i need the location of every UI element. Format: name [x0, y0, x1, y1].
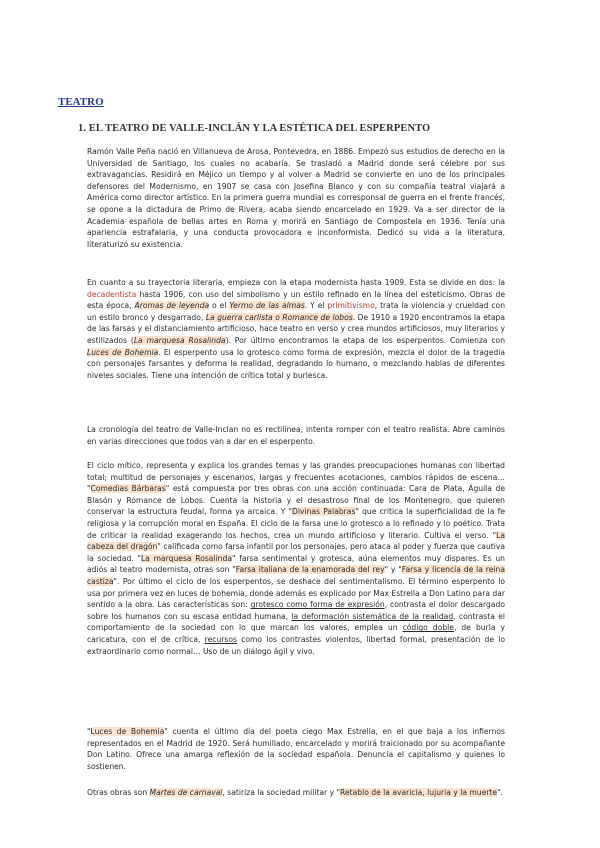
text-run: hasta 1906, con uso del simbolismo y un estilo refinado en la línea del esteticismo. Obras de esta época,: [87, 289, 505, 311]
highlight-aromas-de-leyenda: Aromas de leyenda: [134, 301, 210, 311]
underline-recursos: recursos: [204, 634, 237, 644]
text-run: " y ": [384, 565, 402, 575]
paragraph-text: La cronología del teatro de Valle-Inclan no es rectilínea, intenta romper con el teatro realista. Abre caminos en varias direcciones que todos van a dar en el esperpento.: [87, 425, 505, 446]
paragraph-text: Ramón Valle Peña nació en Villanueva de Arosa, Pontevedra, en 1886. Empezó sus estudios de derecho en la Universidad de Santiago, los cuales no acabaría. Se trasladó a Madrid donde será célebre por sus extravagancias. Residirá en Méjico un tiempo y al volver a Madrid se convierte en uno de los principales defensores del Modernismo, en 1907 se casa con Josefina Blanco y con su compañía teatral viajará a América como director artístico. En la primera guerra mundial es corresponsal de guerra en el frente francés, se opone a la dictadura de Primo de Rivera, acaba siendo encarcelado en 1929. Va a ser director de la Academia española de bellas artes en Roma y morirá en Santiago de Compostela en 1936. Tenía una apariencia estrafalaria, y una conducta provocadora e inconformista. Dedicó su vida a la literatura, literaturizó su existencia.: [87, 147, 505, 249]
paragraph-chronology: [87, 424, 505, 447]
text-run: , trata la violencia y crueldad con un estilo bronco y desgarrado,: [87, 301, 506, 322]
text-run: ".: [497, 788, 503, 797]
highlight-luces-de-bohemia: Luces de Bohemia: [87, 347, 159, 357]
paragraph-biography: [87, 146, 505, 250]
text-run: ). Por último encontramos la etapa de los esperpentos. Comienza con: [225, 335, 506, 345]
paragraph-text: [87, 277, 505, 381]
text-run: como los contrastes violentos, libertad formal, presentación de lo extraordinario como normal… Uso de un diálogo ágil y vivo.: [87, 634, 505, 656]
highlight-marquesa-rosalinda: La marquesa Rosalinda: [133, 335, 226, 345]
highlight-divinas-palabras: Divinas Palabras: [292, 507, 356, 517]
text-run: " que critica la superficialidad de la fe religiosa y la corrupción moral en España. El ciclo de la farsa une lo grotesco a lo refinado y lo poético. Trata de criticar la realidad exagerando los hechos, crea un mundo artificioso y literario. Cultiva el verso. ": [87, 507, 506, 540]
text-run: El ciclo mítico, representa y explica los grandes temas y las grandes preocupaciones humanas con libertad total; multitud de personajes y escenarios, largas y frecuentes acotaciones, cambios rápidos de escena… ": [87, 461, 505, 494]
text-run: , satiriza la sociedad militar y ": [222, 788, 341, 797]
paragraph-text: [87, 460, 505, 657]
document-title: TEATRO: [58, 96, 104, 108]
text-run: " está compuesta por tres obras con una acción continuada: Cara de Plata, Águila de Blasón y Romance de Lobos. Cuenta la historia y el desastroso final de los Montenegro, que quieren conservar la estructura feudal, forma ya arcaica. Y ": [87, 484, 505, 517]
highlight-marquesa-rosalinda: La marquesa Rosalinda: [140, 553, 232, 563]
paragraph-trajectory: [87, 277, 505, 381]
paragraph-other-works: [87, 787, 505, 799]
paragraph-luces-de-bohemia: [87, 726, 505, 772]
text-run: " calificada como farsa infantil por los personajes, pero ataca al poder y fuerza que cautiva la sociedad. ": [87, 542, 505, 563]
highlight-cabeza-del-dragon: La cabeza del dragón: [87, 530, 505, 552]
text-run: . Y el: [304, 301, 328, 311]
underline-codigo-doble: código doble: [402, 623, 454, 633]
paragraph-text: [87, 726, 505, 772]
text-run: , contrasta el dolor descargado sobre los humanos con su escasa entidad humana,: [87, 600, 505, 621]
highlight-comedias-barbaras: Comedias Bárbaras: [90, 484, 166, 494]
underline-grotesco: grotesco como forma de expresión: [250, 600, 385, 610]
text-run: , de burla y caricatura, con el de crítica,: [87, 623, 506, 644]
text-run: ". Por último el ciclo de los esperpentos, se deshace del sentimentalismo. El término esperpento lo usa por primera vez en luces de bohemia, donde además es explicado por Max Estrella a Don Latino para dar sentido a la obra. Las características son:: [87, 576, 505, 610]
text-run: " farsa sentimental y grotesca, aúna elementos muy dispares. Es un adiós al teatro modernista, otras son ": [87, 553, 505, 575]
text-run: ": [87, 727, 91, 736]
highlight-luces-de-bohemia: Luces de Bohemia: [90, 727, 165, 736]
highlight-guerra-carlista: La guerra carlista o Romance de lobos: [205, 312, 353, 322]
text-run: Otras obras son: [87, 788, 150, 797]
text-run: . El esperpento usa lo grotesco como forma de expresión, mezcla el dolor de la tragedia con personajes farsantes y deforma la realidad, degradando lo humano, o mezclando hablas de diferentes niveles sociales. Tiene una intención de crítica total y burlesca.: [87, 347, 505, 380]
text-run: o el: [209, 301, 230, 311]
highlight-decadentista: decadentista: [87, 289, 137, 299]
highlight-martes-de-carnaval: Martes de carnaval: [149, 788, 223, 797]
text-run: . De 1910 a 1920 encontramos la etapa de las farsas y el distanciamiento artificioso, hace teatro en verso y crea mundos artificiosos, muy literarios y estilizados (: [87, 312, 505, 345]
text-run: , contrasta el comportamiento de la sociedad con lo que marcan los valores, emplea un: [87, 611, 505, 633]
paragraph-text: [87, 787, 505, 799]
section-heading: 1. EL TEATRO DE VALLE-INCLÁN Y LA ESTÉTICA DEL ESPERPENTO: [78, 123, 431, 134]
highlight-farsa-licencia: Farsa y licencia de la reina castiza: [87, 565, 505, 586]
highlight-yermo-de-las-almas: Yermo de las almas: [229, 301, 305, 311]
text-run: " cuenta el último día del poeta ciego Max Estrella, en el que baja a los infiernos representados en el Madrid de 1920. Será humillado, encarcelado y morirá traicionado por su acompañante Don Latino. Ofrece una amarga reflexión de la sociedad española. Denuncia el capitalismo y quienes lo sostienen.: [87, 727, 505, 771]
paragraph-cycles: [87, 460, 505, 657]
text-run: En cuanto a su trayectoria literaria, empieza con la etapa modernista hasta 1909. Esta se divide en dos: la: [87, 278, 505, 287]
highlight-farsa-italiana: Farsa italiana de la enamorada del rey: [235, 565, 385, 575]
highlight-retablo: Retablo de la avaricia, lujuria y la muerte: [340, 788, 498, 797]
underline-deformacion: la deformación sistemática de la realidad: [291, 611, 454, 621]
highlight-primitivismo: primitivismo: [327, 301, 375, 311]
